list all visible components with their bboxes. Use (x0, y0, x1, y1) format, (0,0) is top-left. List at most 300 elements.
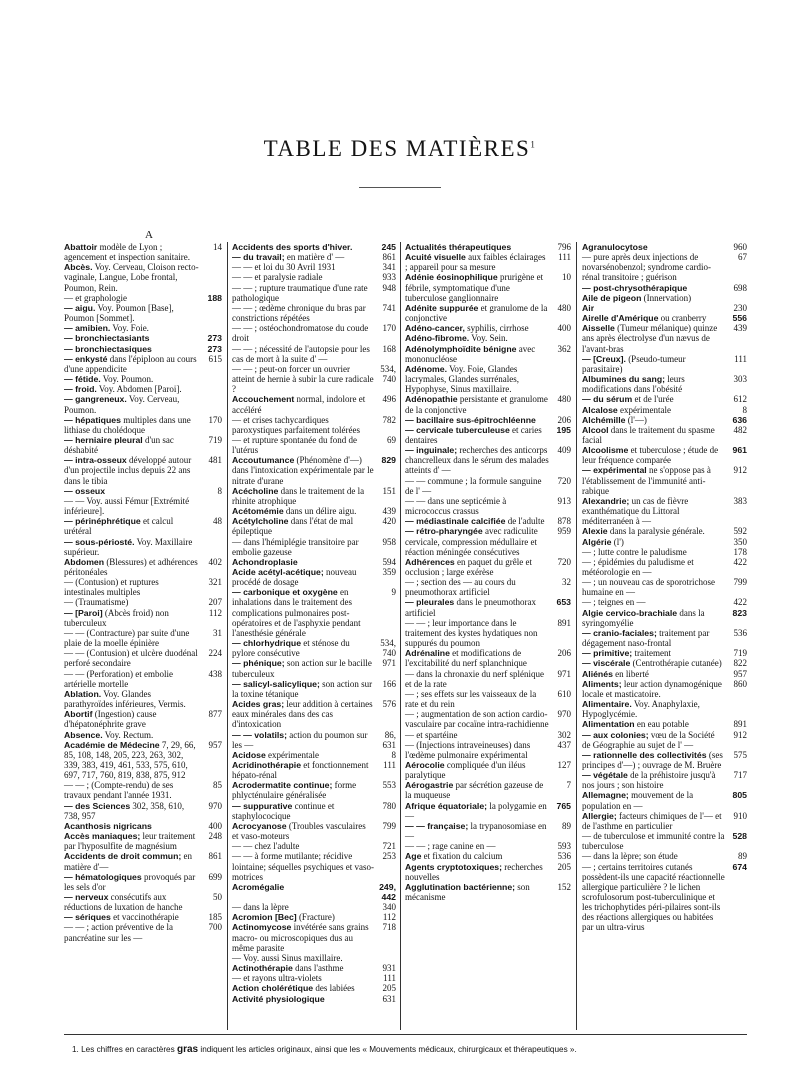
entry-text (405, 709, 549, 729)
index-entry (582, 608, 747, 628)
entry-text (232, 922, 374, 952)
entry-text (582, 669, 725, 679)
entry-text (405, 445, 549, 475)
index-entry (405, 445, 571, 475)
entry-description: Voy. Sein. (469, 333, 508, 344)
entry-heading: Acétylcholine (232, 516, 289, 527)
entry-text (64, 293, 200, 303)
entry-description: son action sur le bacille tuberculeux (232, 658, 372, 679)
entry-text (405, 851, 549, 861)
index-entry (405, 303, 571, 323)
page-number: 205 (382, 983, 396, 994)
entry-text (64, 242, 200, 262)
entry-description: — dans la lèpre (232, 902, 289, 913)
entry-heading: Actinomycose (232, 922, 292, 933)
entry-heading: Accidents de droit commun; (64, 851, 182, 862)
page-number: 400 (557, 323, 571, 334)
entry-description: — — ; rupture traumatique d'une rate pathologique (232, 282, 368, 303)
entry-heading: Agents cryptotoxiques; (405, 861, 503, 872)
entry-text (232, 780, 374, 800)
entry-text (232, 973, 374, 983)
index-entry (232, 506, 396, 516)
entry-description: — ; épidémies du paludisme et météorologie en — (582, 556, 694, 577)
entry-heading: — chlorhydrique (232, 638, 302, 649)
entry-text (405, 841, 549, 851)
index-column-2 (232, 242, 396, 1004)
index-entry (64, 730, 222, 740)
entry-description: Voy. Maxillaire supérieur. (64, 536, 193, 557)
entry-text (232, 679, 374, 699)
page-number: 931 (382, 963, 396, 974)
entry-description: (Innervation) (641, 292, 692, 303)
entry-description: mouvement de la population en — (582, 790, 694, 811)
entry-text (582, 425, 725, 445)
page-number: 350 (733, 536, 747, 547)
entry-text (232, 841, 374, 851)
entry-description: son action sur la toxine tétanique (232, 678, 373, 699)
entry-text (64, 648, 200, 668)
entry-heading: — cervicale tuberculeuse (405, 424, 510, 435)
index-entry (232, 486, 396, 506)
entry-heading: Adhérences (405, 556, 455, 567)
entry-text (582, 770, 725, 790)
page-number: 89 (562, 820, 571, 831)
entry-heading: — — volatils; (232, 729, 288, 740)
entry-heading: — phénique; (232, 658, 285, 669)
entry-description: invétérée sans grains macro- ou microscopiques dus au même parasite (232, 922, 369, 953)
entry-heading: — pleurales (405, 597, 455, 608)
entry-heading: — aigu. (64, 302, 96, 313)
entry-text (582, 465, 725, 495)
entry-description: et caries dentaires (405, 424, 542, 445)
entry-text (582, 547, 725, 557)
page-number: 439 (382, 506, 396, 517)
index-entry (232, 679, 396, 699)
entry-text (582, 862, 725, 933)
page-number: 720 (557, 556, 571, 567)
entry-text (64, 516, 200, 536)
index-entry (405, 425, 571, 445)
entry-heading: Acanthosis nigricans (64, 820, 152, 831)
index-entry (405, 862, 571, 882)
entry-heading: Aérogastrie (405, 780, 454, 791)
entry-heading: Adrénaline (405, 648, 450, 659)
entry-description: Voy. Foie. (110, 323, 149, 334)
index-entry (582, 252, 747, 282)
page-number: 594 (382, 556, 396, 567)
title-footnote-mark: 1 (530, 139, 537, 150)
entry-text (232, 953, 374, 963)
entry-text (64, 821, 200, 831)
entry-text (64, 689, 200, 709)
entry-description: forme phlycténulaire généralisée (232, 780, 357, 801)
entry-text (232, 303, 374, 323)
page-number: 111 (383, 973, 396, 984)
entry-text (582, 537, 725, 547)
index-column-3 (405, 242, 571, 902)
page-number: 971 (557, 668, 571, 679)
index-entry (232, 272, 396, 282)
entry-heading: Activité physiologique (232, 993, 325, 1004)
entry-text (582, 679, 725, 699)
page-number: 575 (733, 749, 747, 760)
index-entry (405, 272, 571, 302)
page-number: 341 (382, 262, 396, 273)
index-entry (232, 994, 396, 1004)
entry-description: traitement par dégagement naso-frontal (582, 627, 710, 649)
index-entry (582, 648, 747, 658)
index-entry (405, 516, 571, 526)
entry-text (582, 303, 725, 313)
page-number: 67 (738, 252, 747, 263)
page-number: 805 (732, 790, 747, 801)
page-number: 957 (208, 739, 222, 750)
entry-text (582, 415, 725, 425)
index-entry (405, 252, 571, 272)
entry-text (64, 344, 200, 354)
entry-heading: — bronchiectasiants (64, 333, 150, 344)
page-number: 765 (556, 800, 571, 811)
index-entry (232, 587, 396, 638)
page-number: 9 (391, 587, 396, 598)
page-number: 717 (733, 770, 747, 781)
entry-text (64, 912, 200, 922)
page-number: 860 (733, 678, 747, 689)
entry-description: continue et staphylococique (232, 800, 335, 821)
entry-text (582, 811, 725, 831)
page-number: 402 (208, 556, 222, 567)
entry-description: leurs modifications dans l'obésité (582, 374, 685, 395)
entry-text (64, 415, 200, 435)
page-number: 420 (382, 516, 396, 527)
entry-heading: — herniaire pleural (64, 434, 143, 445)
page-number: 127 (557, 759, 571, 770)
entry-description: (Ingestion) cause d'hépatonéphrite grave (64, 709, 157, 730)
index-entry (405, 648, 571, 668)
entry-heading: — hépatiques (64, 414, 121, 425)
entry-text (232, 912, 374, 922)
entry-text (405, 323, 549, 333)
index-entry (582, 831, 747, 851)
entry-description: (l') (611, 536, 624, 547)
entry-description: ou cranberry (658, 313, 707, 324)
index-entry (405, 669, 571, 689)
entry-description: recherches nouvelles (405, 861, 543, 882)
page-number: 245 (381, 242, 396, 252)
entry-text (405, 557, 549, 577)
entry-description: en matière d' — (284, 252, 345, 263)
entry-heading: — post-chrysothérapique (582, 282, 688, 293)
page-number: 230 (733, 302, 747, 313)
entry-description: — et graphologie (64, 292, 127, 303)
index-entry (405, 415, 571, 425)
page-number: 32 (562, 577, 571, 588)
page-number: 496 (382, 394, 396, 405)
entry-text (582, 831, 725, 851)
index-entry (405, 882, 571, 902)
entry-heading: — périnéphrétique (64, 516, 141, 527)
page-number: 224 (208, 648, 222, 659)
entry-description: syphilis, cirrhose (464, 323, 529, 334)
index-entry (232, 699, 396, 729)
index-entry (232, 780, 396, 800)
index-entry (232, 821, 396, 841)
entry-text (582, 851, 725, 861)
entry-text (64, 922, 200, 942)
page-number: 970 (557, 709, 571, 720)
entry-heading: — bacillaire sus-épitrochléenne (405, 414, 536, 425)
entry-heading: Accoutumance (232, 455, 295, 466)
entry-text (232, 506, 374, 516)
index-entry (64, 293, 222, 303)
entry-description: la trypanosomiase en — (405, 820, 547, 842)
entry-text (582, 374, 725, 394)
entry-heading: — bronchiectasiques (64, 343, 152, 354)
entry-heading: — suppurative (232, 800, 293, 811)
entry-heading: — gangreneux. (64, 394, 127, 405)
entry-text (405, 780, 549, 800)
entry-text (64, 486, 200, 496)
entry-heading: Acétomémie (232, 506, 284, 517)
entry-text (232, 252, 374, 262)
entry-text (405, 618, 549, 648)
index-entry (64, 912, 222, 922)
index-entry (232, 760, 396, 780)
entry-text (232, 963, 374, 973)
page-number: 861 (382, 252, 396, 263)
footnote-rule (64, 1034, 747, 1035)
index-entry (582, 313, 747, 323)
page-number: 891 (557, 617, 571, 628)
entry-description: modèle de Lyon ; agencement et inspection sanitaire. (64, 242, 190, 263)
index-entry (64, 262, 222, 292)
entry-text (64, 384, 200, 394)
entry-text (582, 394, 725, 404)
page-number: 362 (557, 343, 571, 354)
entry-heading: Adénite suppurée (405, 302, 479, 313)
entry-description: action du poumon sur les — (232, 729, 368, 750)
entry-description: en liberté (612, 668, 649, 679)
entry-description: et de l'urée (632, 394, 674, 405)
entry-heading: — salicyl-salicylique; (232, 678, 320, 689)
entry-text (582, 323, 725, 353)
page-number: 553 (382, 780, 396, 791)
page-number: 822 (733, 658, 747, 669)
entry-heading: — osseux (64, 485, 106, 496)
entry-heading: — des Sciences (64, 800, 131, 811)
page-number: 960 (733, 242, 747, 252)
entry-description: — — ; action préventive de la pancréatine sur les — (64, 922, 173, 943)
index-entry (232, 435, 396, 455)
entry-text (405, 882, 549, 902)
entry-description: — ; lutte contre le paludisme (582, 546, 687, 557)
page-number: 823 (732, 607, 747, 618)
page-number: 253 (382, 851, 396, 862)
entry-heading: — cranio-faciales; (582, 627, 657, 638)
entry-description: recherches des anticorps chancrelleux dans le sérum des malades atteints d' — (405, 445, 549, 476)
entry-text (64, 780, 200, 800)
entry-description: la polygamie en — (405, 800, 547, 821)
index-column-1 (64, 242, 222, 943)
column-divider (400, 242, 401, 1030)
page-number: 720 (557, 475, 571, 486)
entry-heading: Achondroplasie (232, 556, 298, 567)
index-entry (582, 628, 747, 648)
entry-heading: — médiastinale calcifiée (405, 516, 506, 527)
entry-description: dans le pneumothorax artificiel (405, 597, 536, 618)
page-number: 674 (732, 861, 747, 872)
index-entry (64, 557, 222, 577)
entry-description: (Abcès froid) non tuberculeux (64, 607, 169, 628)
entry-description: — — et loi du 30 Avril 1931 (232, 262, 336, 273)
entry-description: en inhalations dans le traitement des complications pulmonaires post-opératoires et de l'asphyxie pendant l'anesthésie générale (232, 587, 361, 638)
index-entry (64, 780, 222, 800)
entry-text (232, 323, 374, 343)
index-entry (405, 344, 571, 364)
index-entry (64, 435, 222, 455)
entry-heading: Alcoolisme (582, 445, 629, 456)
entry-heading: Adéno-fibrome. (405, 333, 470, 344)
index-entry (232, 912, 396, 922)
index-entry (232, 557, 396, 567)
entry-text (64, 608, 200, 628)
page-number: 207 (208, 597, 222, 608)
entry-description: (l'—) (625, 414, 647, 425)
page-number: 796 (557, 242, 571, 252)
index-entry (232, 415, 396, 435)
entry-description: (Blessures) et adhérences péritonéales (64, 556, 198, 577)
index-entry (405, 841, 571, 851)
entry-text (405, 689, 549, 709)
index-entry (64, 740, 222, 781)
entry-text (405, 333, 549, 343)
entry-description: dans le traitement du spasme facial (582, 424, 715, 445)
index-entry (232, 922, 396, 952)
index-entry (405, 709, 571, 729)
index-entry (582, 496, 747, 526)
entry-text (232, 242, 374, 252)
entry-description: — ; un nouveau cas de sporotrichose humaine en — (582, 577, 715, 598)
index-entry (582, 597, 747, 607)
entry-description: normal, indolore et accéléré (232, 394, 366, 415)
index-entry (405, 801, 571, 821)
index-entry (64, 496, 222, 516)
index-entry (64, 628, 222, 648)
page-number: 409 (557, 445, 571, 456)
index-entry (582, 303, 747, 313)
entry-heading: — carbonique et oxygène (232, 587, 338, 598)
page-number: 249, 442 (379, 881, 396, 902)
index-entry (582, 242, 747, 252)
index-entry (582, 537, 747, 547)
entry-heading: Action cholérétique (232, 983, 314, 994)
index-entry (64, 415, 222, 435)
entry-heading: Accès maniaques; (64, 831, 141, 842)
entry-text (232, 587, 374, 638)
page-number: 631 (382, 993, 396, 1004)
page-number: 195 (556, 424, 571, 435)
entry-heading: Alchémille (582, 414, 626, 425)
entry-heading: Actualités thérapeutiques (405, 242, 512, 252)
entry-text (232, 821, 374, 841)
page-number: 8 (217, 485, 222, 496)
page-number: 8 (742, 404, 747, 415)
index-entry (64, 516, 222, 536)
entry-description: — — Voy. aussi Fémur [Extrémité inférieure]. (64, 495, 190, 517)
entry-heading: Alimentation (582, 719, 635, 730)
column-divider (576, 242, 577, 1030)
index-entry (582, 770, 747, 790)
entry-description: — — ; (Compte-rendu) de ses travaux pendant l'année 1931. (64, 780, 174, 801)
page-number: 273 (207, 343, 222, 354)
entry-text (582, 608, 725, 628)
entry-text (405, 303, 549, 323)
index-entry (582, 577, 747, 597)
entry-text (64, 374, 200, 384)
entry-heading: — [Paroi] (64, 607, 103, 618)
entry-heading: Abortif (64, 709, 93, 720)
entry-heading: Acides gras; (232, 699, 285, 710)
index-entry (582, 394, 747, 404)
index-entry (232, 730, 396, 750)
index-entry (232, 983, 396, 993)
entry-description: en matière d'— (64, 851, 193, 872)
index-entry (64, 831, 222, 851)
entry-heading: Abcès. (64, 262, 93, 273)
page-number: 612 (733, 394, 747, 405)
entry-description: Voy. Glandes parathyroïdes inférieures, Vermis. (64, 688, 186, 710)
entry-description: (ses principes d'—) ; ouvrage de M. Bruère (582, 749, 723, 770)
entry-heading: Agranulocytose (582, 242, 648, 252)
index-entry (64, 669, 222, 689)
entry-text (64, 557, 200, 577)
index-entry (582, 750, 747, 770)
entry-description: provoqués par les sels d'or (64, 871, 196, 892)
entry-text (232, 730, 374, 750)
index-entry (232, 841, 396, 851)
index-entry (405, 618, 571, 648)
entry-description: — (Contusion) et ruptures intestinales multiples (64, 577, 159, 598)
entry-heading: Aliénés (582, 668, 613, 679)
page-number: 699 (208, 871, 222, 882)
entry-text (582, 313, 725, 323)
entry-description: d'un sac déshabité (64, 434, 174, 456)
page-number: 698 (733, 282, 747, 293)
entry-heading: — — française; (405, 820, 469, 831)
index-entry (232, 394, 396, 414)
footnote: 1. Les chiffres en caractères gras indiquent les articles originaux, ainsi que les « Mouvements médicaux, chirurgicaux et thérapeutiques ». (72, 1044, 577, 1055)
entry-description: — (Traumatisme) (64, 597, 129, 608)
page-number: 556 (732, 313, 747, 324)
entry-description: — — chez l'adulte (232, 841, 300, 852)
entry-description: persistante et granulome de la conjonctive (405, 394, 548, 415)
entry-heading: — viscérale (582, 658, 631, 669)
entry-text (232, 750, 374, 760)
entry-heading: — du sérum (582, 394, 633, 405)
entry-description: (Fracture) (296, 912, 335, 923)
entry-description: facteurs chimiques de l'— et de l'asthme en particulier (582, 810, 722, 831)
index-entry (232, 344, 396, 364)
entry-description: Voy. Poumon. (100, 374, 154, 385)
entry-description: — dans la lèpre; son étude (582, 851, 678, 862)
entry-heading: Acromégalie (232, 881, 285, 892)
index-entry (405, 821, 571, 841)
entry-description: — et spartéine (405, 729, 458, 740)
index-entry (405, 851, 571, 861)
column-divider (227, 242, 228, 1030)
page-number: 593 (557, 841, 571, 852)
page-number: 877 (208, 709, 222, 720)
